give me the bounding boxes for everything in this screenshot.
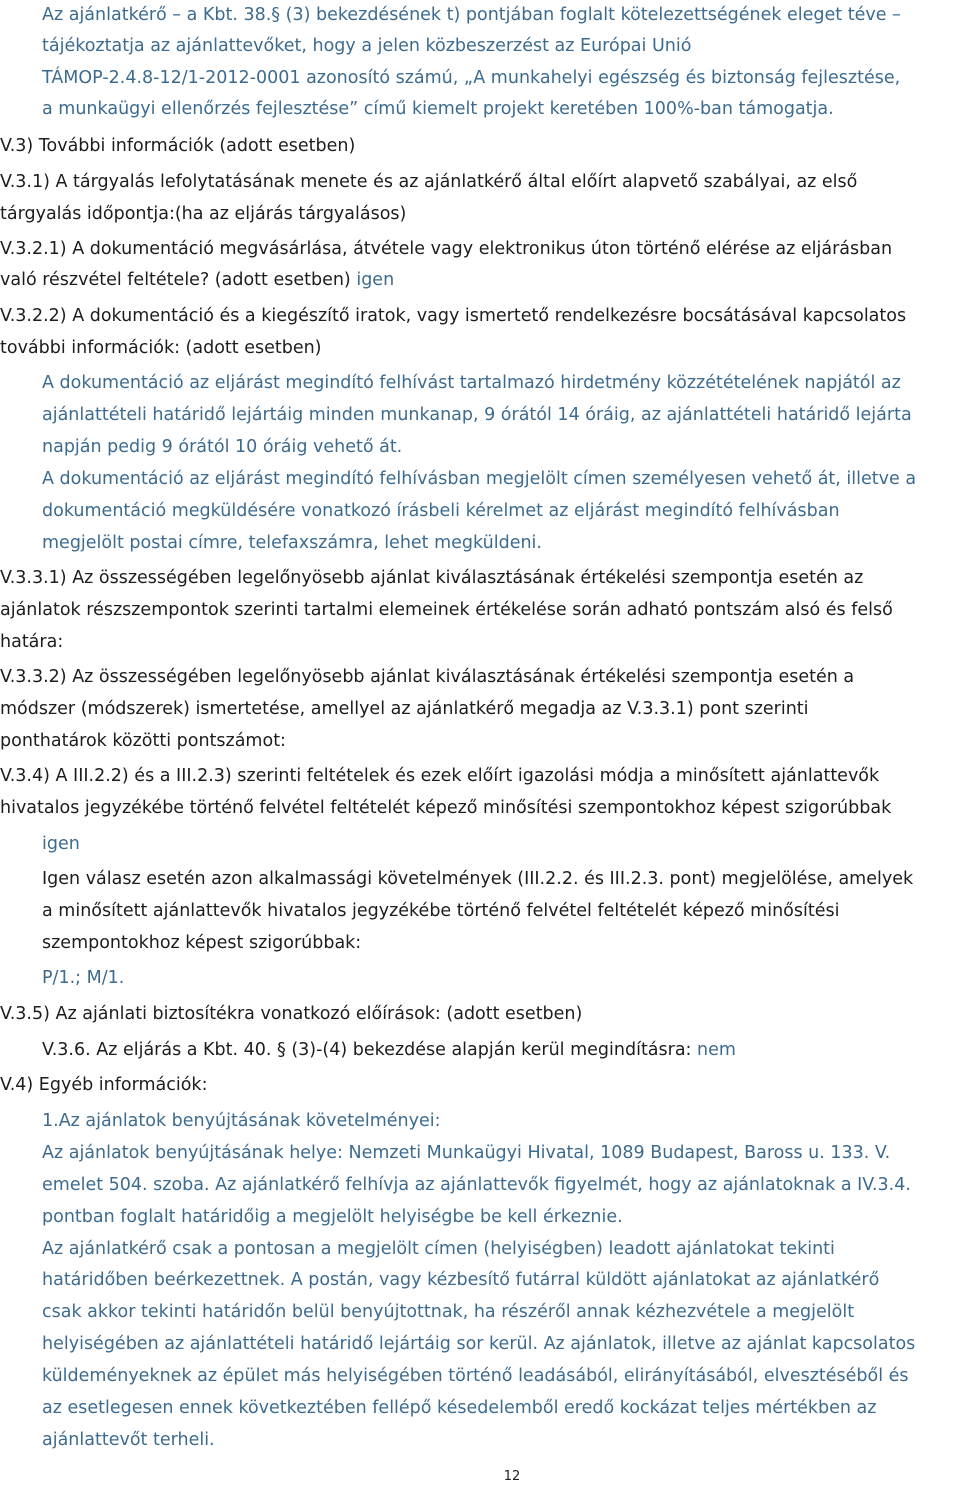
v334-line-1: V.3.4) A III.2.2) és a III.2.3) szerinti feltételek és ezek előírt igazolási módja a minősített ajánlattevők [0, 766, 880, 786]
section-heading-v3: V.3) További információk (adott esetben) [0, 136, 356, 156]
v334-line-2: hivatalos jegyzékébe történő felvétel feltételét képező minősítési szempontokhoz képest szigorúbbak [0, 798, 892, 818]
v4-item-1-title: 1.Az ajánlatok benyújtásának követelményei: [42, 1111, 441, 1131]
v4-para-2-line-3: csak akkor tekinti határidőn belül benyújtottnak, ha részéről annak kézhezvétele a megjelölt [42, 1302, 855, 1322]
intro-line-1: Az ajánlatkérő – a Kbt. 38.§ (3) bekezdésének t) pontjában foglalt kötelezettségének eleget téve – [42, 5, 901, 25]
v322-line-2: további információk: (adott esetben) [0, 338, 322, 358]
v322-line-1: V.3.2.2) A dokumentáció és a kiegészítő iratok, vagy ismertető rendelkezésre bocsátásával kapcsolatos [0, 306, 907, 326]
v4-para-2-line-4: helyiségében az ajánlattételi határidő lejártáig sor kerül. Az ajánlatok, illetve az ajánlat kapcsolatos [42, 1334, 916, 1354]
v336-line [42, 1038, 736, 1062]
v321-question: való részvétel feltétele? (adott esetben) [0, 270, 357, 290]
v4-para-2-line-2: határidőben beérkezettnek. A postán, vagy kézbesítő futárral küldött ajánlatokat az ajánlatkérő [42, 1270, 880, 1290]
v332-line-1: V.3.3.2) Az összességében legelőnyösebb ajánlat kiválasztásának értékelési szempontja esetén a [0, 667, 855, 687]
doc-para-2-line-2: dokumentáció megküldésére vonatkozó írásbeli kérelmet az eljárást megindító felhívásban [42, 501, 840, 521]
v335-line: V.3.5) Az ajánlati biztosítékra vonatkozó előírások: (adott esetben) [0, 1004, 583, 1024]
intro-line-2: tájékoztatja az ajánlattevőket, hogy a jelen közbeszerzést az Európai Unió [42, 36, 692, 56]
v4-para-2-line-5: küldeményeknek az épület más helyiségében történő leadásából, elirányításából, elvesztéséből és [42, 1366, 909, 1386]
v31-line-1: V.3.1) A tárgyalás lefolytatásának menete és az ajánlatkérő által előírt alapvető szabályai, az első [0, 172, 858, 192]
v321-line-2 [0, 268, 394, 292]
v336-question: V.3.6. Az eljárás a Kbt. 40. § (3)-(4) bekezdése alapján kerül megindításra: [42, 1040, 698, 1060]
intro-line-3: TÁMOP-2.4.8-12/1-2012-0001 azonosító számú, „A munkahelyi egészség és biztonság fejlesztése, [42, 68, 901, 88]
v334-answer: igen [42, 834, 80, 854]
v332-line-3: ponthatárok közötti pontszámot: [0, 731, 286, 751]
page-number: 12 [503, 1469, 521, 1484]
doc-para-1-line-1: A dokumentáció az eljárást megindító felhívást tartalmazó hirdetmény közzétételének napjától az [42, 373, 901, 393]
v4-para-1-line-3: pontban foglalt határidőig a megjelölt helyiségbe be kell érkeznie. [42, 1207, 623, 1227]
v4-para-2-line-6: az esetlegesen ennek következtében fellépő késedelemből eredő kockázat teljes mértékben az [42, 1398, 877, 1418]
v331-line-1: V.3.3.1) Az összességében legelőnyösebb ajánlat kiválasztásának értékelési szempontja esetén az [0, 568, 864, 588]
igen-para-line-3: szempontokhoz képest szigorúbbak: [42, 933, 362, 953]
doc-para-1-line-2: ajánlattételi határidő lejártáig minden munkanap, 9 órától 14 óráig, az ajánlattételi határidő lejárta [42, 405, 912, 425]
doc-para-2-line-3: megjelölt postai címre, telefaxszámra, lehet megküldeni. [42, 533, 542, 553]
igen-para-line-1: Igen válasz esetén azon alkalmassági követelmények (III.2.2. és III.2.3. pont) megjelölése, amelyek [42, 869, 914, 889]
v336-answer: nem [697, 1040, 736, 1060]
igen-para-line-2: a minősített ajánlattevők hivatalos jegyzékébe történő felvétel feltételét képező minősítési [42, 901, 840, 921]
intro-line-4: a munkaügyi ellenőrzés fejlesztése” című kiemelt projekt keretében 100%-ban támogatja. [42, 99, 834, 119]
v332-line-2: módszer (módszerek) ismertetése, amellyel az ajánlatkérő megadja az V.3.3.1) pont szerinti [0, 699, 809, 719]
v4-para-1-line-1: Az ajánlatok benyújtásának helye: Nemzeti Munkaügyi Hivatal, 1089 Budapest, Baross u. 133. V. [42, 1143, 891, 1163]
v331-line-2: ajánlatok részszempontok szerinti tartalmi elemeinek értékelése során adható pontszám alsó és felső [0, 600, 893, 620]
v31-line-2: tárgyalás időpontja:(ha az eljárás tárgyalásos) [0, 204, 407, 224]
v4-para-2-line-7: ajánlattevőt terheli. [42, 1430, 215, 1450]
v4-para-2-line-1: Az ajánlatkérő csak a pontosan a megjelölt címen (helyiségben) leadott ajánlatokat tekinti [42, 1239, 835, 1259]
v331-line-3: határa: [0, 632, 64, 652]
section-heading-v4: V.4) Egyéb információk: [0, 1075, 208, 1095]
igen-para-codes: P/1.; M/1. [42, 968, 125, 988]
v4-para-1-line-2: emelet 504. szoba. Az ajánlatkérő felhívja az ajánlattevők figyelmét, hogy az ajánlatoknak a IV.3.4. [42, 1175, 911, 1195]
doc-para-1-line-3: napján pedig 9 órától 10 óráig vehető át. [42, 437, 403, 457]
doc-para-2-line-1: A dokumentáció az eljárást megindító felhívásban megjelölt címen személyesen vehető át, illetve a [42, 469, 917, 489]
v321-answer: igen [356, 270, 395, 290]
v321-line-1: V.3.2.1) A dokumentáció megvásárlása, átvétele vagy elektronikus úton történő elérése az eljárásban [0, 239, 893, 259]
